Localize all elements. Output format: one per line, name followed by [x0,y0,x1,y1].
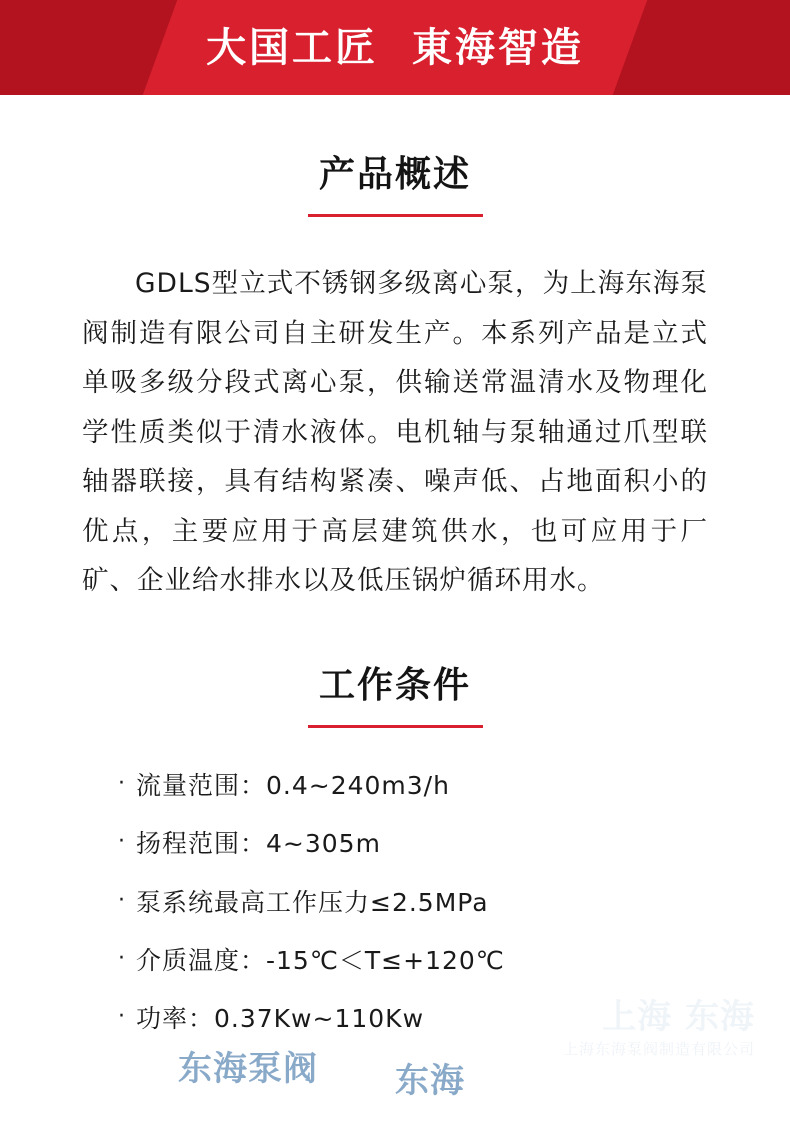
bullet-icon: · [118,829,126,855]
list-item [118,826,750,862]
watermark-middle: 东海 [395,1060,465,1101]
list-item-text: 功率：0.37Kw~110Kw [136,1004,425,1034]
watermark-logo: 上海 东海 [602,997,755,1038]
section-title-wrap-conditions [40,664,750,728]
section-title-wrap-overview [40,153,750,217]
page-banner [0,0,790,95]
working-conditions-list [40,768,750,1037]
banner-shape-left-icon [0,0,177,95]
title-underline-conditions [308,725,483,728]
bullet-icon: · [118,945,126,971]
section-product-overview [0,153,790,606]
title-underline-overview [308,214,483,217]
list-item [118,943,750,979]
banner-title: 大国工匠 東海智造 [206,24,584,71]
watermark-left: 东海泵阀 [178,1048,318,1089]
list-item [118,1001,750,1037]
watermark-company-name: 上海东海泵阀制造有限公司 [562,1039,755,1058]
list-item-text: 扬程范围：4~305m [136,829,381,859]
list-item-text: 泵系统最高工作压力≤2.5MPa [136,887,489,917]
list-item [118,885,750,921]
banner-inner [0,0,790,95]
bullet-icon: · [118,771,126,797]
section-working-conditions [0,664,790,1037]
content-layer [0,153,790,1037]
list-item-text: 介质温度：-15℃＜T≤+120℃ [136,945,505,975]
section-heading-conditions: 工作条件 [318,665,471,707]
list-item [118,768,750,804]
list-item-text: 流量范围：0.4~240m3/h [136,771,450,801]
banner-shape-right-icon [613,0,790,95]
bullet-icon: · [118,887,126,913]
bullet-icon: · [118,1004,126,1030]
section-heading-overview: 产品概述 [318,154,471,195]
overview-paragraph: GDLS型立式不锈钢多级离心泵，为上海东海泵阀制造有限公司自主研发生产。本系列产品是立式单吸多级分段式离心泵，供输送常温清水及物理化学性质类似于清水液体。电机轴与泵轴通过爪型联轴器联接，具有结构紧凑、噪声低、占地面积小的优点，主要应用于高层建筑供水，也可应用于厂矿、企业给水排水以及低压锅炉循环用水。 [82,268,708,597]
